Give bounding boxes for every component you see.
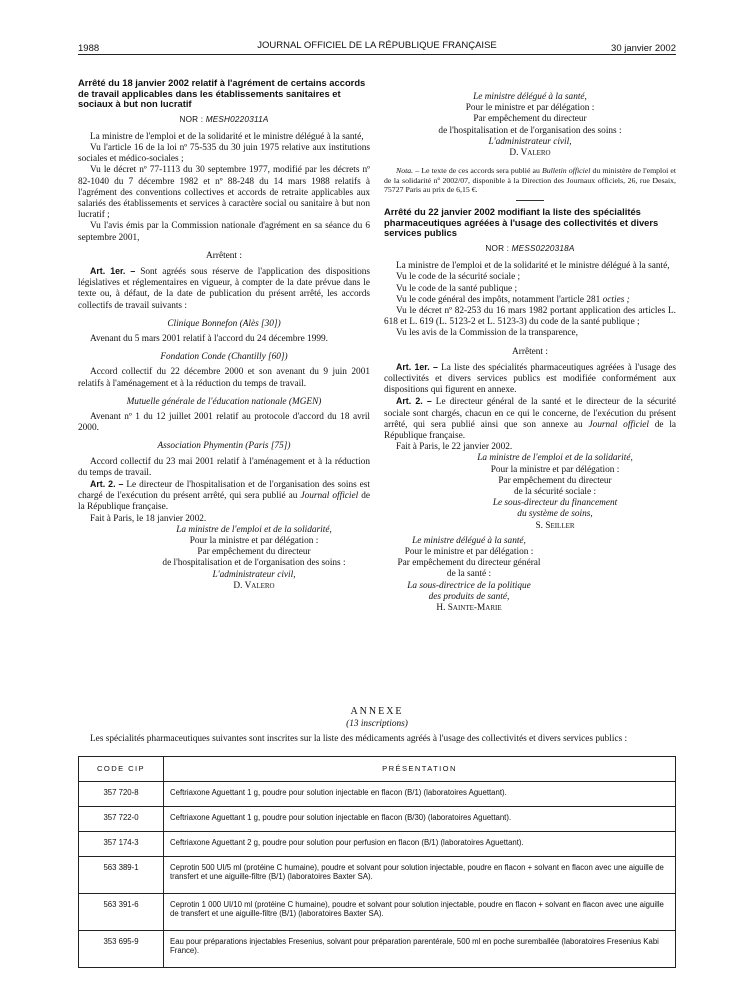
cip-code: 357 722-0 xyxy=(79,806,164,831)
journal-name: Journal officiel xyxy=(300,491,359,502)
article-2 xyxy=(78,479,370,514)
intro-paragraph: La ministre de l'emploi et de la solidarité et le ministre délégué à la santé, xyxy=(90,131,364,142)
article-label: Art. 2. – xyxy=(396,396,432,407)
nota-label: Nota. – xyxy=(396,166,420,176)
signature-block xyxy=(384,453,676,531)
cip-code: 353 695-9 xyxy=(79,930,164,967)
article-text: Le directeur général de la santé et le directeur de la sécurité sociale sont chargés, chacun en ce qui le concerne, de l'exécution du présent arrêté, qui sera publié ainsi que son annexe au xyxy=(384,397,676,430)
signature-line: La sous-directrice de la politique xyxy=(407,580,531,591)
bulletin-name: Bulletin officiel xyxy=(541,166,591,176)
arretent-heading: Arrêtent : xyxy=(206,250,242,261)
annexe-section xyxy=(78,706,676,968)
signature-line: de la sécurité sociale : xyxy=(513,487,597,497)
nor-label: NOR : xyxy=(179,114,204,124)
table-row xyxy=(79,781,676,806)
signature-line: des produits de santé, xyxy=(428,591,510,602)
article-text: La liste des spécialités pharmaceutiques agréées à l'usage des collectivités et divers services publics est modifiée conformément aux dispositions qui figurent en annexe. xyxy=(384,362,676,396)
signature-block xyxy=(384,536,554,614)
signature-line: Par empêchement du directeur xyxy=(473,114,587,125)
signature-line: Pour le ministre et par délégation : xyxy=(465,103,595,114)
article-text: Sont agréés sous réserve de l'application des dispositions législatives et réglementaires en vigueur, à compter de la date prévue dans le texte ou, à défaut, de la date de publication du présent arrêté, les accords collectifs de travail suivants : xyxy=(78,266,370,311)
visa-paragraph: Vu l'article 16 de la loi nº 75-535 du 30 juin 1975 relative aux institutions sociales et médico-sociales ; xyxy=(78,142,370,165)
visa-text: octies ; xyxy=(602,294,630,305)
intro-paragraph: La ministre de l'emploi et de la solidarité et le ministre délégué à la santé, xyxy=(396,261,670,272)
signature-line: L'administrateur civil, xyxy=(212,569,296,580)
article-label: Art. 1er. – xyxy=(396,361,438,372)
visa-paragraph: Vu les avis de la Commission de la transparence, xyxy=(396,328,578,339)
signature-line: Par empêchement du directeur xyxy=(197,547,311,558)
signature-line: Le ministre délégué à la santé, xyxy=(412,535,526,546)
table-row xyxy=(79,831,676,856)
page-number: 1988 xyxy=(78,42,100,54)
agreement-text: Accord collectif du 22 décembre 2000 et son avenant du 9 juin 2001 relatifs à l'aménagement et à la réduction du temps de travail. xyxy=(78,367,370,389)
annexe-subtitle: (13 inscriptions) xyxy=(346,719,408,730)
organization-heading: Clinique Bonnefon (Alès [30]) xyxy=(167,318,281,329)
signature-line: Pour la ministre et par délégation : xyxy=(189,536,319,546)
visa-paragraph: Vu le code de la santé publique ; xyxy=(396,283,518,294)
article-label: Art. 1er. – xyxy=(90,265,136,276)
organization-heading: Fondation Conde (Chantilly [60]) xyxy=(160,352,288,363)
signature-block xyxy=(384,92,676,159)
visa-paragraph xyxy=(384,295,676,306)
signature-line: de la santé : xyxy=(446,569,492,580)
article-label: Art. 2. – xyxy=(90,478,124,489)
decree-title-1: Arrêté du 18 janvier 2002 relatif à l'agrément de certains accords de travail applicables dans les établissements sanitaires et sociaux à but non lucratif xyxy=(78,77,366,109)
article-1 xyxy=(384,362,676,397)
visa-paragraph: Vu le décret nº 82-253 du 16 mars 1982 portant application des articles L. 618 et L. 619 (L. 5123-2 et L. 5123-3) du code de la santé publique ; xyxy=(384,305,676,328)
presentation-text: Ceftriaxone Aguettant 1 g, poudre pour solution injectable en flacon (B/30) (laboratoires Aguettant). xyxy=(164,806,676,831)
nota-note xyxy=(384,166,676,194)
nor-reference-1 xyxy=(78,114,370,125)
cip-code: 563 389-1 xyxy=(79,856,164,893)
place-date: Fait à Paris, le 18 janvier 2002. xyxy=(90,513,207,524)
signature-line: La ministre de l'emploi et de la solidarité, xyxy=(477,453,633,464)
cip-code: 563 391-6 xyxy=(79,893,164,930)
nor-code: MESH0220311A xyxy=(205,114,269,124)
visa-paragraph: Vu le code de la sécurité sociale ; xyxy=(396,272,521,283)
annexe-title: ANNEXE xyxy=(350,706,404,717)
signature-line: du système de soins, xyxy=(517,509,593,520)
nor-reference-2 xyxy=(384,243,676,254)
signature-line: Par empêchement du directeur général xyxy=(397,558,541,569)
decree-title-2: Arrêté du 22 janvier 2002 modifiant la liste des spécialités pharmaceutiques agréées à l'usage des collectivités et divers services publics xyxy=(384,206,659,239)
article-text: de la République française. xyxy=(384,419,677,441)
article-2 xyxy=(384,396,676,442)
nor-code: MESS0220318A xyxy=(511,243,575,253)
signature-line: La ministre de l'emploi et de la solidarité, xyxy=(176,524,332,535)
right-column xyxy=(384,92,676,614)
signature-line: de l'hospitalisation et de l'organisation des soins : xyxy=(162,558,346,569)
nota-text: Le texte de ces accords sera publié au xyxy=(421,166,540,176)
organization-heading: Association Phymentin (Paris [75]) xyxy=(157,441,291,452)
signatory-name: H. Sainte-Marie xyxy=(436,603,502,614)
table-row xyxy=(79,893,676,930)
signatory-name: D. Valero xyxy=(233,580,275,591)
cip-code: 357 720-8 xyxy=(79,781,164,806)
presentation-text: Ceftriaxone Aguettant 2 g, poudre pour solution pour perfusion en flacon (B/1) (laboratoires Aguettant). xyxy=(164,831,676,856)
presentation-text: Ceftriaxone Aguettant 1 g, poudre pour solution injectable en flacon (B/1) (laboratoires Aguettant). xyxy=(164,781,676,806)
specialties-table xyxy=(78,756,676,968)
signature-line: Le sous-directeur du financement xyxy=(492,498,618,509)
signature-line: L'administrateur civil, xyxy=(488,136,572,147)
signature-line: Le ministre délégué à la santé, xyxy=(473,92,587,102)
visa-text: Vu le code général des impôts, notamment l'article 281 xyxy=(396,294,601,305)
signature-block xyxy=(78,525,370,592)
cip-code: 357 174-3 xyxy=(79,831,164,856)
issue-date: 30 janvier 2002 xyxy=(611,42,676,54)
signature-line: Par empêchement du directeur xyxy=(498,475,612,486)
nota-text: du ministère de l'emploi et de la solidarité nº 2002/07, disponible à la Direction des Journaux officiels, 26, rue Desaix, 75727 Paris au prix de 6,15 €. xyxy=(384,166,676,195)
agreement-text: Avenant du 5 mars 2001 relatif à l'accord du 24 décembre 1999. xyxy=(90,333,328,344)
column-header-presentation: PRÉSENTATION xyxy=(164,756,676,781)
journal-name: Journal officiel xyxy=(588,419,649,430)
signatory-name: S. Seiller xyxy=(535,520,575,531)
table-row xyxy=(79,930,676,967)
visa-paragraph: Vu le décret nº 77-1113 du 30 septembre 1977, modifié par les décrets nº 82-1040 du 7 décembre 1982 et nº 88-248 du 14 mars 1988 relatifs à l'agrément des conventions collectives et accords de retraite applicables aux salariés des établissements et services à caractère social ou sanitaire à but non lucratif ; xyxy=(78,165,370,221)
left-column xyxy=(78,78,370,592)
table-row xyxy=(79,806,676,831)
annexe-intro: Les spécialités pharmaceutiques suivantes sont inscrites sur la liste des médicaments agréés à l'usage des collectivités et divers services publics : xyxy=(90,734,628,745)
signature-line: de l'hospitalisation et de l'organisation des soins : xyxy=(438,125,622,136)
page-header xyxy=(78,40,676,55)
visa-paragraph: Vu l'avis émis par la Commission nationale d'agrément en sa séance du 6 septembre 2001, xyxy=(78,221,370,243)
table-header-row xyxy=(79,756,676,781)
article-text: Le directeur de l'hospitalisation et de l'organisation des soins est chargé de l'exécution du présent arrêté, qui sera publié au xyxy=(78,479,370,502)
presentation-text: Ceprotin 1 000 UI/10 ml (protéine C humaine), poudre et solvant pour solution injectable, poudre en flacon + solvant en flacon avec une aiguille de transfert et une aiguille-filtre (B/1) (laboratoires Baxter SA). xyxy=(164,893,676,930)
separator-rule xyxy=(516,200,544,201)
arretent-heading: Arrêtent : xyxy=(512,346,548,357)
place-date: Fait à Paris, le 22 janvier 2002. xyxy=(396,442,513,453)
signatory-name: D. Valero xyxy=(509,148,551,159)
presentation-text: Ceprotin 500 UI/5 ml (protéine C humaine), poudre et solvant pour solution injectable, poudre en flacon + solvant en flacon avec une aiguille de transfert et une aiguille-filtre (B/1) (laboratoires Baxter SA). xyxy=(164,856,676,893)
table-row xyxy=(79,856,676,893)
article-1 xyxy=(78,266,370,312)
column-header-code: CODE CIP xyxy=(79,756,164,781)
organization-heading: Mutuelle générale de l'éducation nationale (MGEN) xyxy=(126,396,322,407)
agreement-text: Avenant nº 1 du 12 juillet 2001 relatif au protocole d'accord du 18 avril 2000. xyxy=(78,411,370,434)
signature-line: Pour la ministre et par délégation : xyxy=(490,464,620,475)
signature-line: Pour le ministre et par délégation : xyxy=(404,547,534,558)
agreement-text: Accord collectif du 23 mai 2001 relatif à l'aménagement et à la réduction du temps de travail. xyxy=(78,456,370,478)
presentation-text: Eau pour préparations injectables Fresenius, solvant pour préparation parentérale, 500 ml en poche suremballée (laboratoires Fresenius Kabi France). xyxy=(164,930,676,967)
nor-label: NOR : xyxy=(485,243,510,253)
article-text: de la République française. xyxy=(78,491,371,513)
journal-title: JOURNAL OFFICIEL DE LA RÉPUBLIQUE FRANÇAISE xyxy=(257,40,497,51)
